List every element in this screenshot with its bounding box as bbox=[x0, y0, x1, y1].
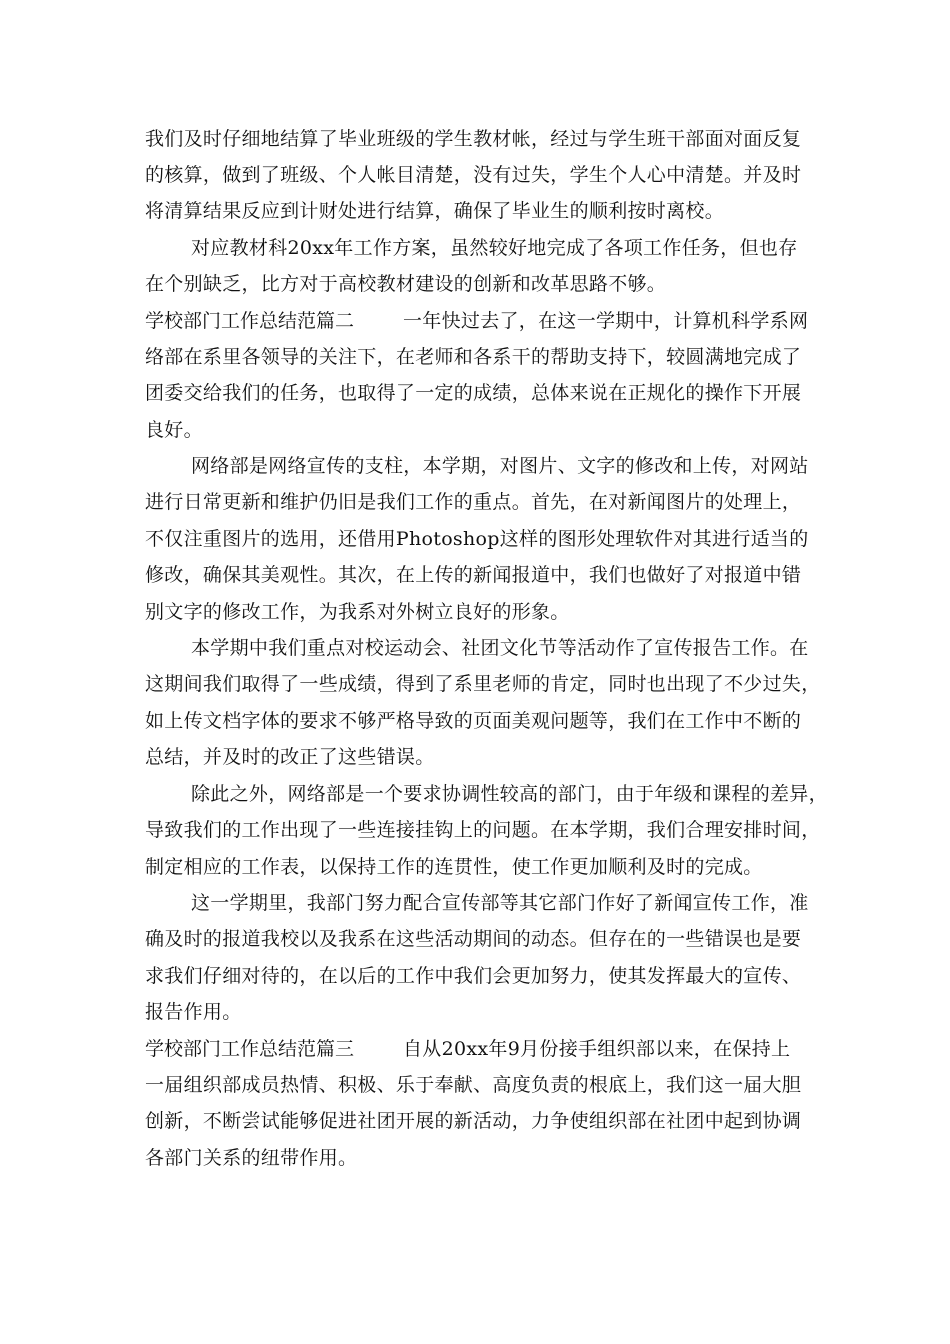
text-line: 导致我们的工作出现了一些连接挂钩上的问题。在本学期，我们合理安排时间， bbox=[145, 819, 821, 841]
text-line: 不仅注重图片的选用，还借用Photoshop这样的图形处理软件对其进行适当的 bbox=[145, 528, 809, 550]
text-line: 总结，并及时的改正了这些错误。 bbox=[145, 746, 435, 768]
text-line: 各部门关系的纽带作用。 bbox=[145, 1147, 358, 1169]
section-heading-3: 学校部门工作总结范篇三 bbox=[145, 1038, 355, 1060]
text-line: 修改，确保其美观性。其次，在上传的新闻报道中，我们也做好了对报道中错 bbox=[145, 564, 802, 586]
text-line: 如上传文档字体的要求不够严格导致的页面美观问题等，我们在工作中不断的 bbox=[145, 710, 802, 732]
paragraph-first-line: 对应教材科20xx年工作方案，虽然较好地完成了各项工作任务，但也存 bbox=[191, 237, 798, 259]
text-line: 我们及时仔细地结算了毕业班级的学生教材帐，经过与学生班干部面对面反复 bbox=[145, 128, 802, 150]
text-line: 别文字的修改工作，为我系对外树立良好的形象。 bbox=[145, 601, 570, 623]
text-line: 在个别缺乏，比方对于高校教材建设的创新和改革思路不够。 bbox=[145, 273, 667, 295]
text-line: 这期间我们取得了一些成绩，得到了系里老师的肯定，同时也出现了不少过失， bbox=[145, 673, 821, 695]
text-line: 自从20xx年9月份接手组织部以来，在保持上 bbox=[403, 1038, 791, 1060]
text-line: 的核算，做到了班级、个人帐目清楚，没有过失，学生个人心中清楚。并及时 bbox=[145, 164, 802, 186]
text-line: 制定相应的工作表，以保持工作的连贯性，使工作更加顺利及时的完成。 bbox=[145, 856, 763, 878]
paragraph-first-line: 这一学期里，我部门努力配合宣传部等其它部门作好了新闻宣传工作，准 bbox=[191, 892, 809, 914]
paragraph-first-line: 网络部是网络宣传的支柱，本学期，对图片、文字的修改和上传，对网站 bbox=[191, 455, 809, 477]
text-line: 报告作用。 bbox=[145, 1001, 242, 1023]
text-line: 确及时的报道我校以及我系在这些活动期间的动态。但存在的一些错误也是要 bbox=[145, 928, 802, 950]
text-line: 一年快过去了，在这一学期中，计算机科学系网 bbox=[403, 310, 809, 332]
paragraph-first-line: 本学期中我们重点对校运动会、社团文化节等活动作了宣传报告工作。在 bbox=[191, 637, 809, 659]
text-line: 良好。 bbox=[145, 419, 203, 441]
paragraph-first-line: 除此之外，网络部是一个要求协调性较高的部门，由于年级和课程的差异， bbox=[191, 783, 828, 805]
text-line: 络部在系里各领导的关注下，在老师和各系干的帮助支持下，较圆满地完成了 bbox=[145, 346, 802, 368]
text-line: 一届组织部成员热情、积极、乐于奉献、高度负责的根底上，我们这一届大胆 bbox=[145, 1074, 802, 1096]
text-line: 团委交给我们的任务，也取得了一定的成绩，总体来说在正规化的操作下开展 bbox=[145, 382, 802, 404]
text-line: 将清算结果反应到计财处进行结算，确保了毕业生的顺利按时离校。 bbox=[145, 200, 725, 222]
section-heading-2: 学校部门工作总结范篇二 bbox=[145, 310, 355, 332]
text-line: 创新，不断尝试能够促进社团开展的新活动，力争使组织部在社团中起到协调 bbox=[145, 1110, 802, 1132]
text-line: 进行日常更新和维护仍旧是我们工作的重点。首先，在对新闻图片的处理上， bbox=[145, 491, 802, 513]
text-line: 求我们仔细对待的，在以后的工作中我们会更加努力，使其发挥最大的宣传、 bbox=[145, 965, 802, 987]
